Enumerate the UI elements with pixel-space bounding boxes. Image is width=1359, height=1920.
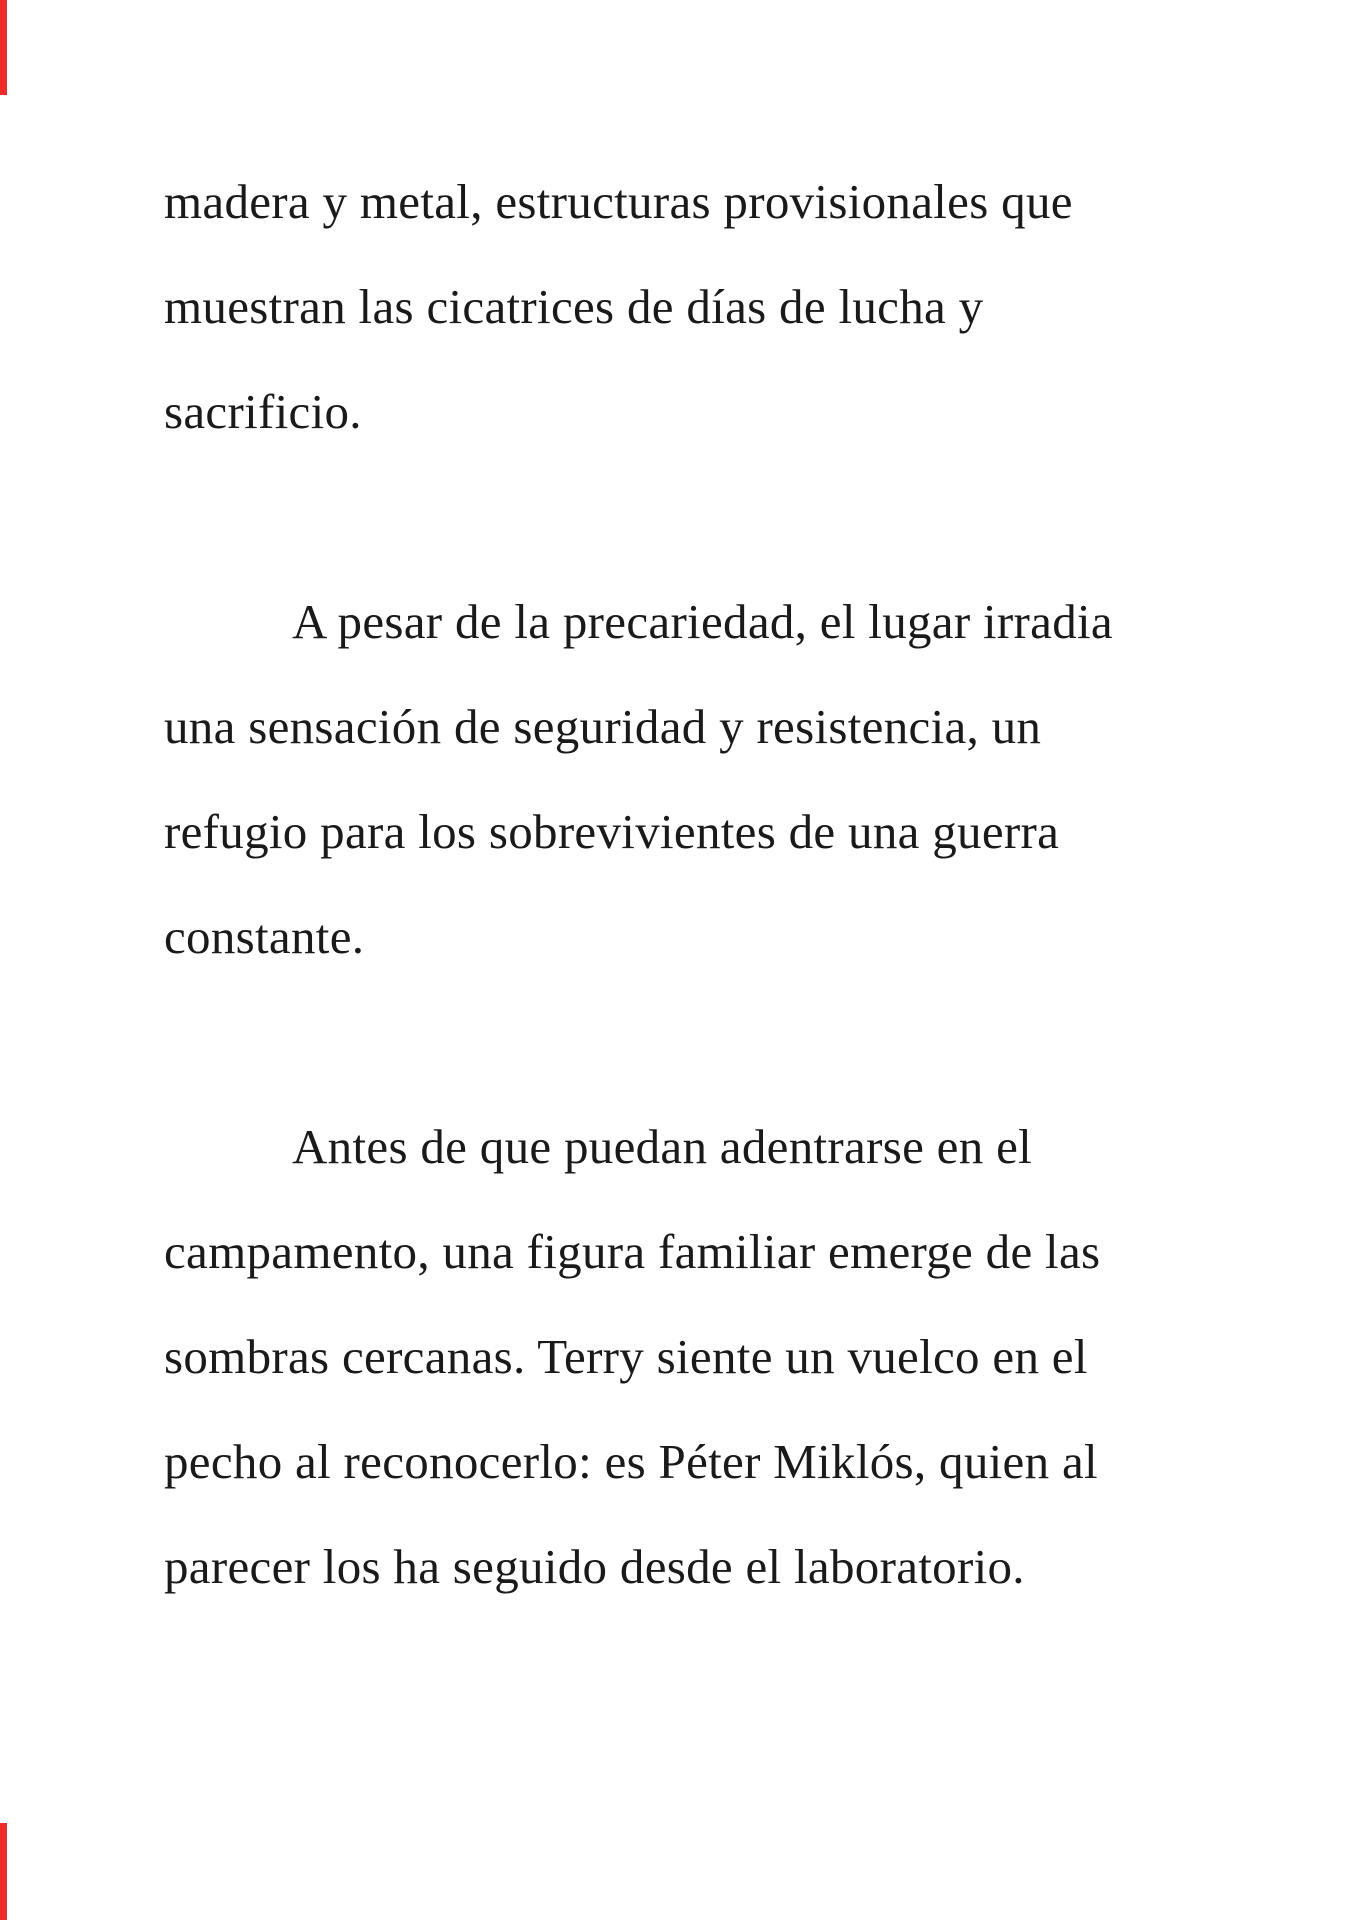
text-line: muestran las cicatrices de días de lucha y xyxy=(164,279,984,334)
text-line: sombras cercanas. Terry siente un vuelco en el xyxy=(164,1329,1088,1384)
text-line: campamento, una figura familiar emerge de las xyxy=(164,1224,1101,1279)
text-line: Antes de que puedan adentrarse en el xyxy=(292,1119,1033,1174)
paragraph xyxy=(164,149,1299,464)
text-line: sacrificio. xyxy=(164,384,362,439)
text-line: parecer los ha seguido desde el laboratorio. xyxy=(164,1539,1025,1594)
page-edge-marker-bottom xyxy=(0,1823,7,1920)
page-text-content xyxy=(164,0,1299,1724)
page-edge-marker-top xyxy=(0,0,7,95)
text-line: madera y metal, estructuras provisionales que xyxy=(164,174,1073,229)
paragraph xyxy=(164,569,1299,989)
paragraph xyxy=(164,1094,1299,1619)
text-line: constante. xyxy=(164,909,365,964)
text-line: refugio para los sobrevivientes de una guerra xyxy=(164,804,1060,859)
text-line: A pesar de la precariedad, el lugar irradia xyxy=(292,594,1113,649)
text-line: pecho al reconocerlo: es Péter Miklós, quien al xyxy=(164,1434,1098,1489)
text-line: una sensación de seguridad y resistencia, un xyxy=(164,699,1042,754)
